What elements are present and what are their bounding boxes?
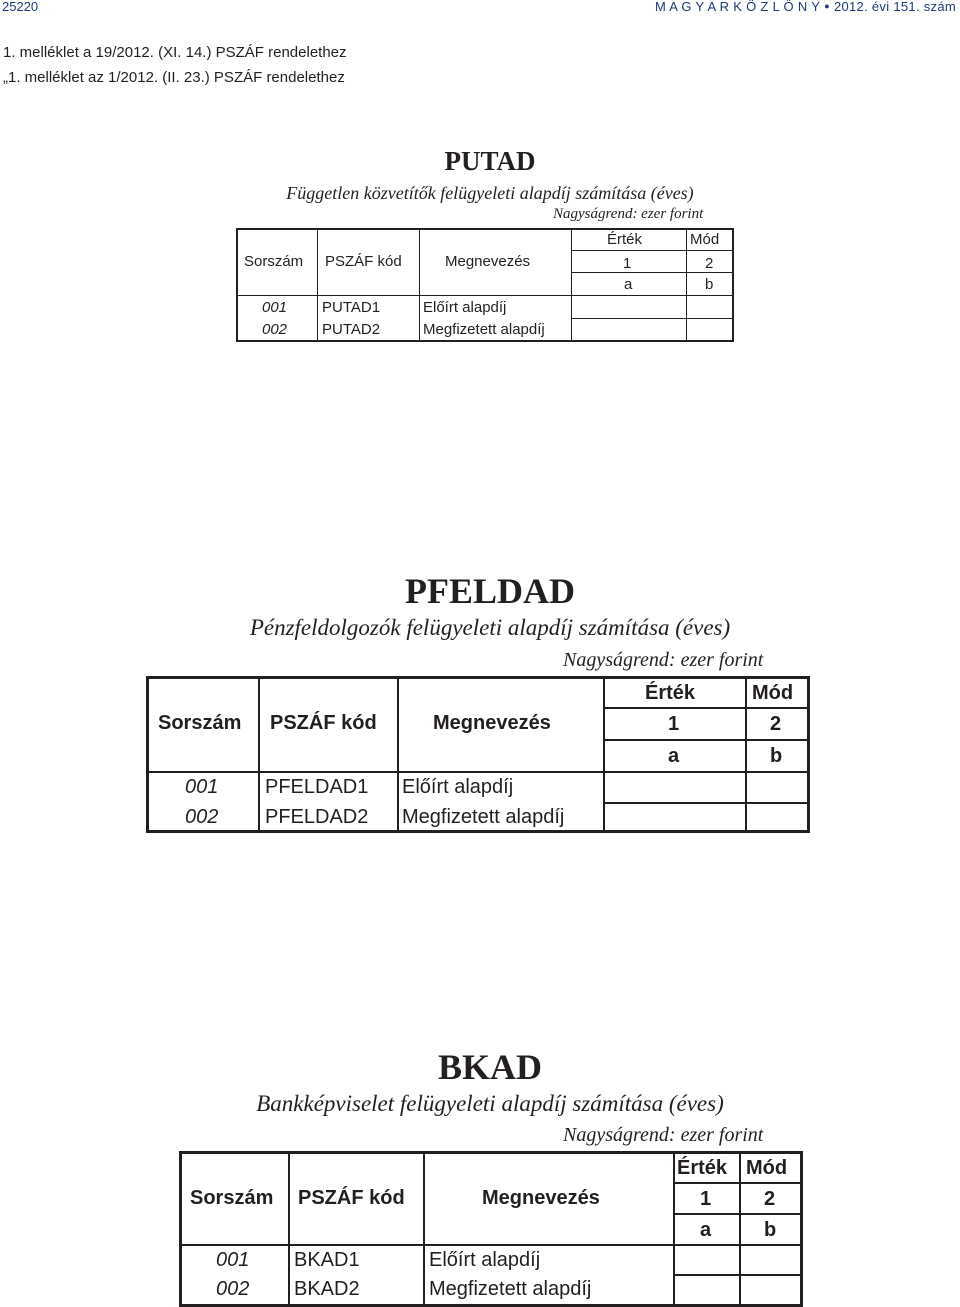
header-col-a: a	[700, 1219, 712, 1241]
table-title: PUTAD	[444, 146, 536, 176]
header-megnevezes: Megnevezés	[482, 1187, 600, 1209]
unit-label: Nagyságrend: ezer forint	[563, 649, 764, 671]
header-ertek: Érték	[677, 1157, 728, 1179]
annex-line-1: 1. melléklet a 19/2012. (XI. 14.) PSZÁF rendelethez	[3, 44, 347, 61]
row-kod: BKAD2	[294, 1278, 360, 1300]
row-megnevezes: Előírt alapdíj	[423, 299, 507, 316]
journal-name: M A G Y A R K Ö Z L Ö N Y	[654, 0, 821, 14]
header-sorszam: Sorszám	[190, 1187, 274, 1209]
row-sorszam: 001	[262, 299, 288, 316]
header-col-1: 1	[668, 713, 680, 735]
row-sorszam: 002	[216, 1278, 250, 1300]
table-subtitle: Független közvetítők felügyeleti alapdíj számítása (éves)	[286, 183, 694, 203]
journal-title	[655, 0, 956, 14]
row-kod: PUTAD1	[322, 299, 381, 316]
header-pszaf-kod: PSZÁF kód	[298, 1187, 405, 1209]
row-sorszam: 002	[262, 321, 288, 338]
header-megnevezes: Megnevezés	[445, 253, 531, 270]
header-col-1: 1	[700, 1188, 712, 1210]
row-sorszam: 001	[185, 776, 219, 798]
table-title: BKAD	[437, 1047, 542, 1087]
row-kod: BKAD1	[294, 1249, 360, 1271]
page-number: 25220	[2, 0, 39, 14]
header-col-2: 2	[764, 1188, 776, 1210]
header-col-1: 1	[623, 255, 632, 272]
header-mod: Mód	[746, 1157, 788, 1179]
header-col-b: b	[764, 1219, 777, 1241]
header-mod: Mód	[690, 231, 720, 248]
header-megnevezes: Megnevezés	[433, 712, 551, 734]
header-col-a: a	[668, 745, 680, 767]
header-sorszam: Sorszám	[244, 253, 304, 270]
row-kod: PUTAD2	[322, 321, 381, 338]
row-sorszam: 001	[216, 1249, 250, 1271]
header-sorszam: Sorszám	[158, 712, 242, 734]
issue-number: 2012. évi 151. szám	[833, 0, 956, 14]
unit-label: Nagyságrend: ezer forint	[553, 206, 704, 222]
header-col-2: 2	[770, 713, 782, 735]
annex-line-2: „1. melléklet az 1/2012. (II. 23.) PSZÁF rendelethez	[3, 69, 345, 86]
page-header	[0, 0, 960, 16]
row-megnevezes: Megfizetett alapdíj	[429, 1278, 592, 1300]
table-title: PFELDAD	[405, 571, 575, 611]
header-ertek: Érték	[607, 231, 643, 248]
bullet-icon: ●	[824, 1, 830, 11]
table-subtitle: Pénzfeldolgozók felügyeleti alapdíj számítása (éves)	[249, 615, 731, 640]
header-col-b: b	[770, 745, 783, 767]
row-sorszam: 002	[185, 806, 219, 828]
header-ertek: Érték	[645, 682, 696, 704]
row-megnevezes: Előírt alapdíj	[402, 776, 514, 798]
table-subtitle: Bankképviselet felügyeleti alapdíj számítása (éves)	[256, 1091, 724, 1116]
row-megnevezes: Megfizetett alapdíj	[423, 321, 545, 338]
row-kod: PFELDAD1	[265, 776, 369, 798]
header-col-a: a	[624, 276, 633, 293]
header-pszaf-kod: PSZÁF kód	[270, 712, 377, 734]
header-col-b: b	[705, 276, 714, 293]
header-pszaf-kod: PSZÁF kód	[325, 253, 402, 270]
header-mod: Mód	[752, 682, 794, 704]
header-col-2: 2	[705, 255, 714, 272]
row-megnevezes: Előírt alapdíj	[429, 1249, 541, 1271]
row-megnevezes: Megfizetett alapdíj	[402, 806, 565, 828]
unit-label: Nagyságrend: ezer forint	[563, 1124, 764, 1146]
row-kod: PFELDAD2	[265, 806, 369, 828]
